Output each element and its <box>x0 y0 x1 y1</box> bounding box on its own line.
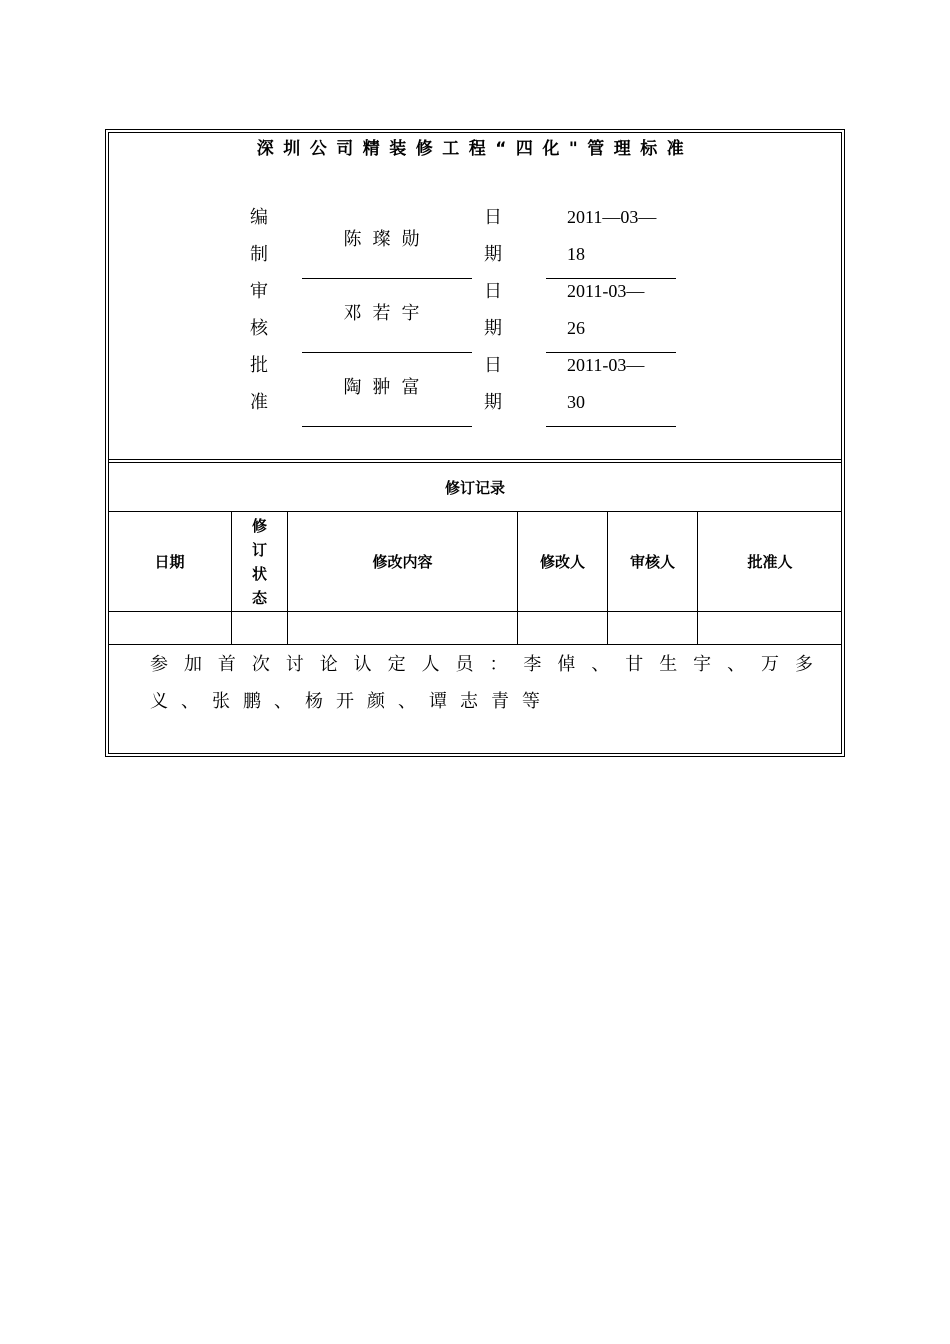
compiler-name: 陈璨勋 <box>343 229 431 250</box>
approve-date-line1: 2011-03— <box>567 355 645 375</box>
column-header-status-char: 修 <box>251 516 267 535</box>
role-approve-bottom: 准 <box>250 392 268 413</box>
role-approve-top: 批 <box>250 355 268 376</box>
column-header-content: 修改内容 <box>372 553 433 571</box>
document-title: 深圳公司精装修工程“四化"管理标准 <box>256 139 694 159</box>
reviewer-name: 邓若宇 <box>343 303 431 324</box>
column-divider <box>287 511 288 644</box>
column-divider <box>231 511 232 644</box>
approve-date-line2: 30 <box>567 392 585 412</box>
column-divider <box>607 511 608 644</box>
table-cell-content <box>288 612 517 644</box>
table-cell-modifier <box>518 612 607 644</box>
column-header-reviewer: 审核人 <box>629 553 675 571</box>
approver-name: 陶翀富 <box>343 377 431 398</box>
table-cell-approver <box>698 612 842 644</box>
section-divider-top <box>108 459 842 460</box>
review-date-line1: 2011-03— <box>567 281 645 301</box>
compiler-underline <box>302 278 472 279</box>
role-compile-top: 编 <box>250 207 268 228</box>
reviewer-underline <box>302 352 472 353</box>
table-cell-status <box>232 612 287 644</box>
column-header-status-char: 态 <box>251 588 267 607</box>
date-label-bottom: 期 <box>484 244 502 265</box>
date-label-top: 日 <box>484 207 502 228</box>
table-cell-reviewer <box>608 612 697 644</box>
date-label-top: 日 <box>484 355 502 376</box>
column-divider <box>517 511 518 644</box>
approve-date-underline <box>546 426 676 427</box>
approver-underline <box>302 426 472 427</box>
column-header-status-char: 状 <box>251 564 267 583</box>
compile-date-line1: 2011—03— <box>567 207 657 227</box>
column-header-date: 日期 <box>154 553 185 571</box>
compile-date-line2: 18 <box>567 244 585 264</box>
column-header-status <box>232 512 287 611</box>
revision-record-heading: 修订记录 <box>444 478 505 497</box>
date-label-bottom: 期 <box>484 318 502 339</box>
column-header-modifier: 修改人 <box>539 553 585 571</box>
table-line <box>108 644 842 645</box>
role-review-bottom: 核 <box>250 318 268 339</box>
column-header-approver: 批准人 <box>747 553 793 571</box>
role-compile-bottom: 制 <box>250 244 268 265</box>
review-date-line2: 26 <box>567 318 585 338</box>
participants-note: 参加首次讨论认定人员：李倬、甘生宇、万多义、张鹏、杨开颜、谭志青等 <box>150 654 826 712</box>
column-header-status-char: 订 <box>251 540 267 559</box>
role-review-top: 审 <box>250 281 268 302</box>
table-cell-date <box>108 612 231 644</box>
column-divider <box>697 511 698 644</box>
date-label-bottom: 期 <box>484 392 502 413</box>
date-label-top: 日 <box>484 281 502 302</box>
